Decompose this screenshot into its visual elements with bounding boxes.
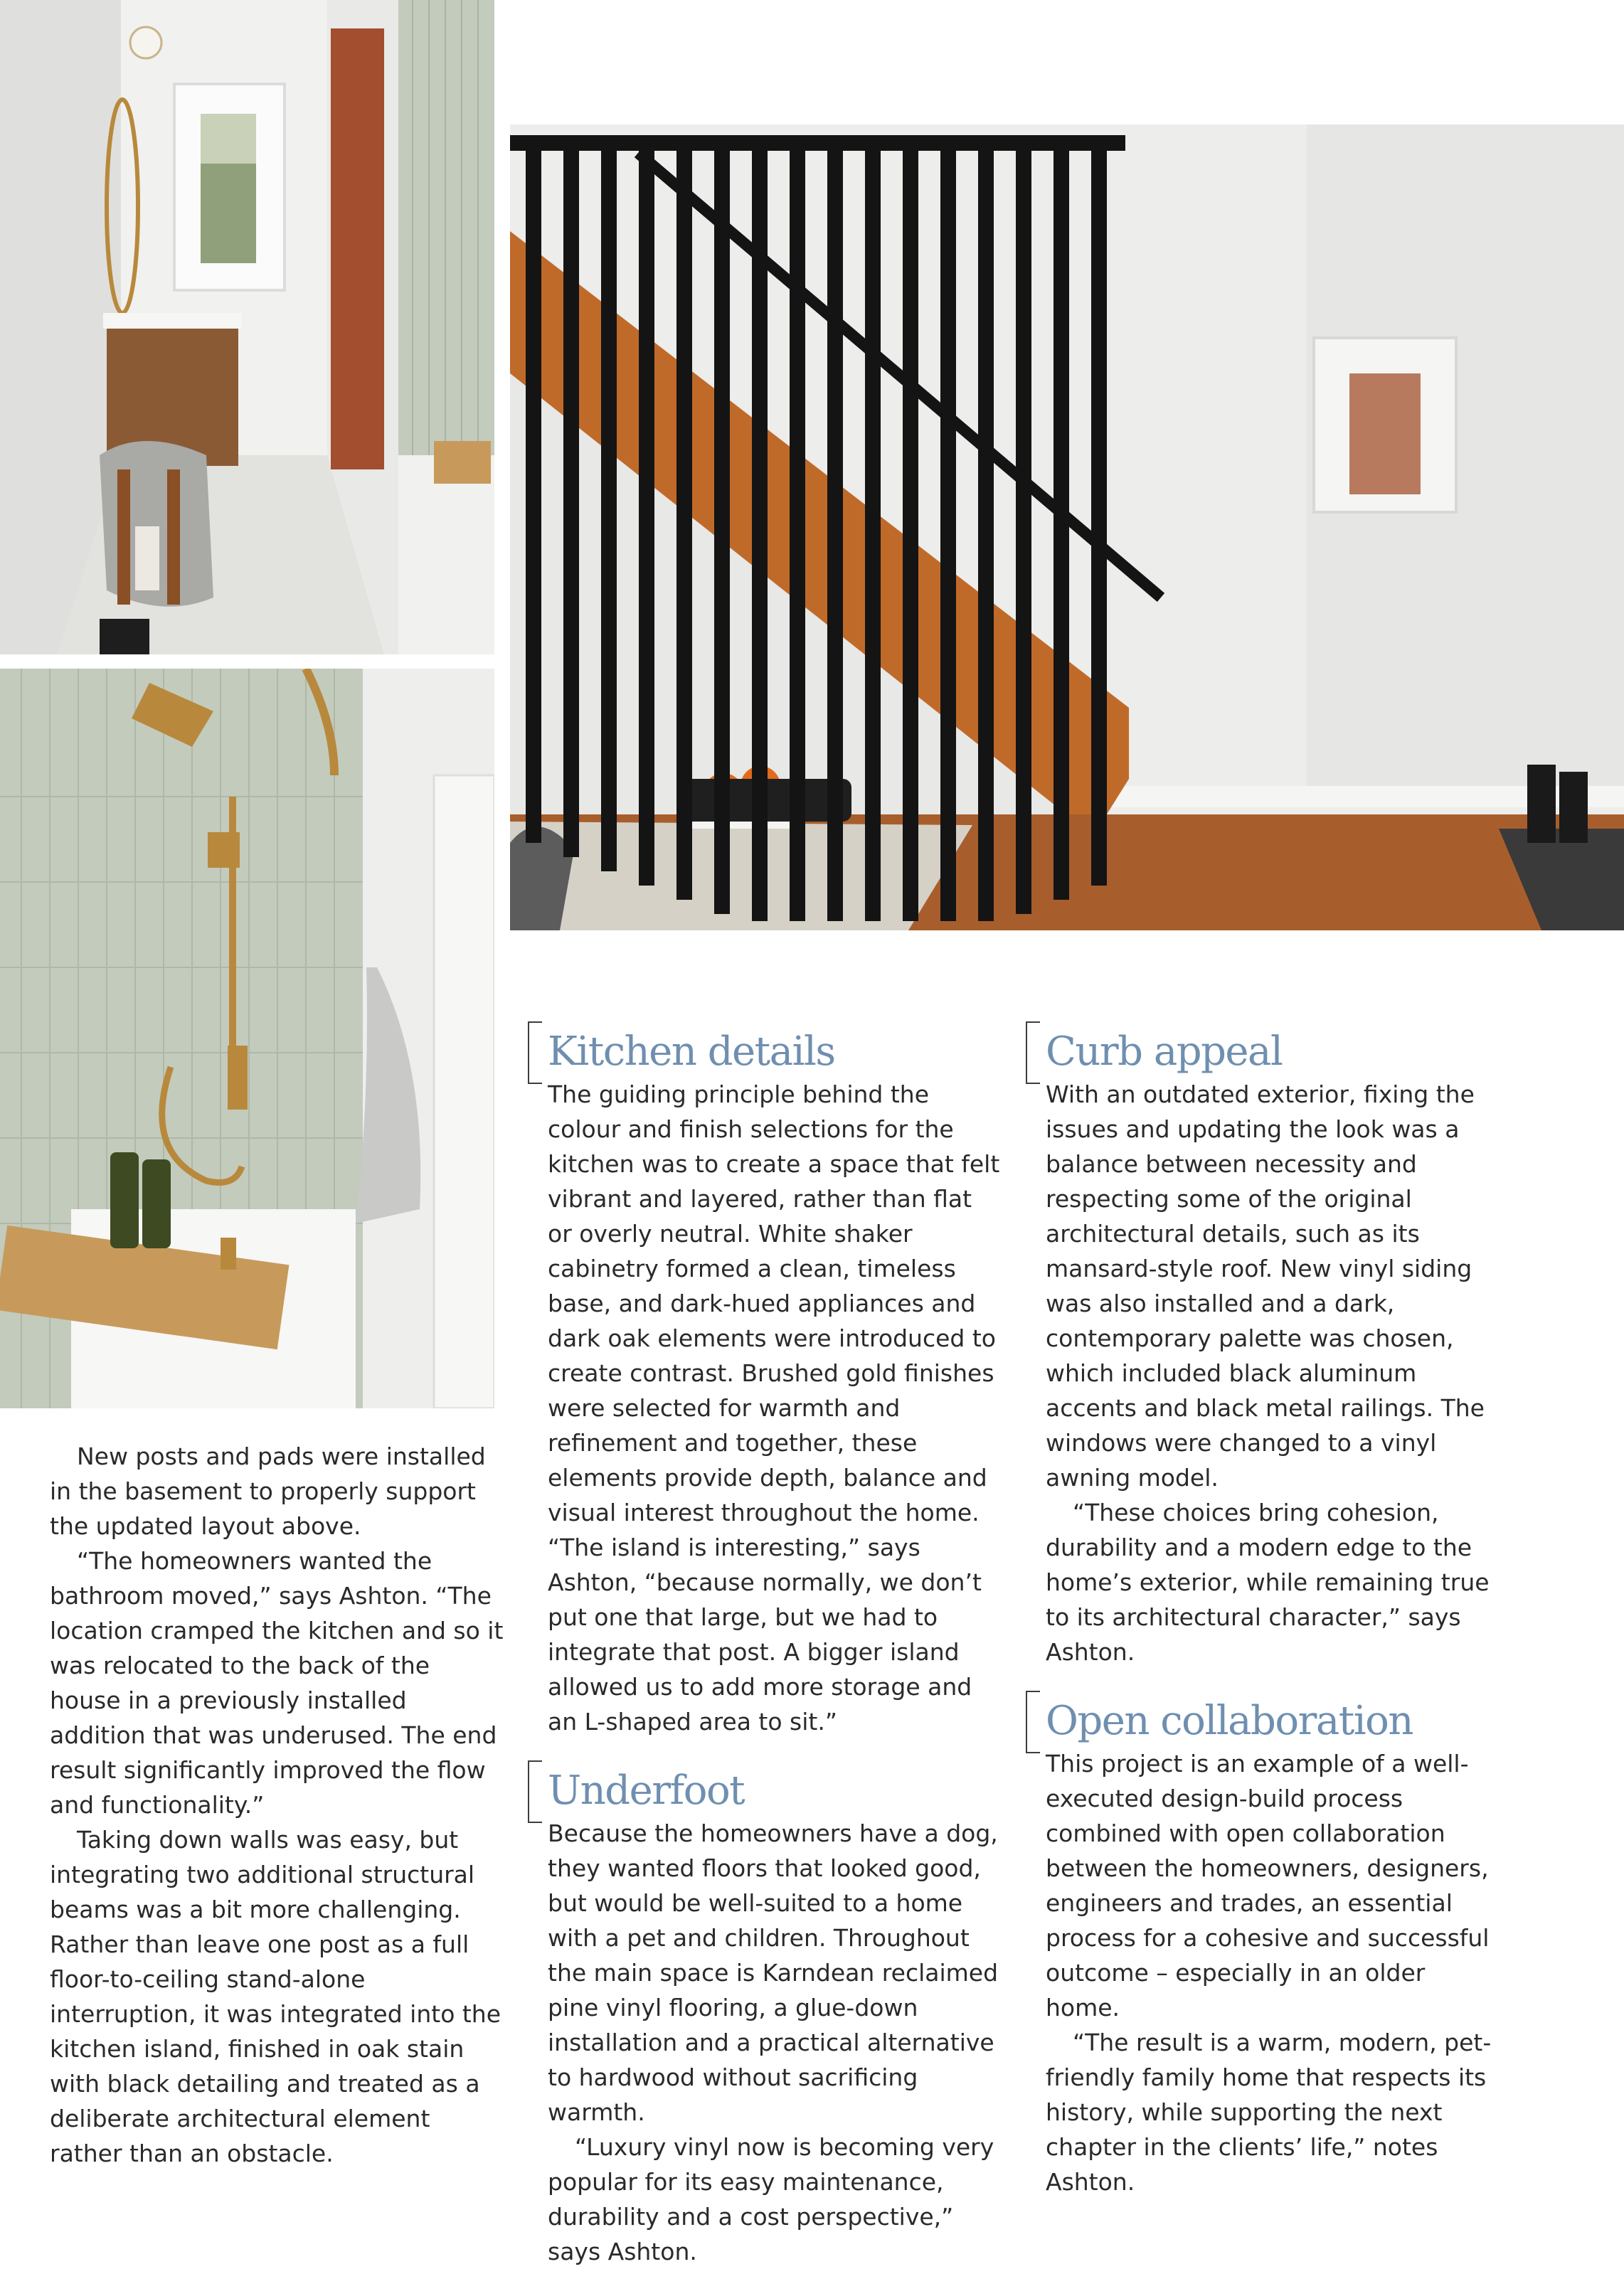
article-column-middle xyxy=(548,1029,1003,2269)
section-heading-text: Kitchen details xyxy=(548,1029,835,1075)
body-paragraph: Because the homeowners have a dog, they wanted floors that looked good, but would be well-suited to a home with a pet and children. Throughout the main space is Karndean reclaimed pine vinyl flooring, a glue-down installation and a practical alternative to hardwood without sacrificing warmth. xyxy=(548,1819,999,2126)
bracket-ornament xyxy=(1026,1691,1040,1753)
body-paragraph: “Luxury vinyl now is becoming very popular for its easy maintenance, durability and a cost perspective,” says Ashton. xyxy=(548,2133,994,2265)
body-paragraph: “The homeowners wanted the bathroom moved,” says Ashton. “The location cramped the kitchen and so it was relocated to the back of the house in a previously installed addition that was underused. The end result significantly improved the flow and functionality.” xyxy=(50,1547,504,1819)
bracket-ornament xyxy=(528,1760,542,1823)
section-heading-text: Curb appeal xyxy=(1046,1029,1283,1075)
section-heading-kitchen-details xyxy=(548,1029,1003,1075)
section-heading-curb-appeal xyxy=(1046,1029,1501,1075)
section-heading-underfoot xyxy=(548,1768,1003,1814)
section-heading-open-collaboration xyxy=(1046,1698,1501,1745)
body-paragraph: This project is an example of a well-executed design-build process combined with open collaboration between the homeowners, designers, engineers and trades, an essential process for a cohesive and successful outcome – especially in an older home. xyxy=(1046,1750,1490,2021)
body-paragraph: “These choices bring cohesion, durability and a modern edge to the home’s exterior, while remaining true to its architectural character,” says Ashton. xyxy=(1046,1499,1490,1666)
section-heading-text: Open collaboration xyxy=(1046,1698,1413,1744)
bracket-ornament xyxy=(1026,1021,1040,1084)
body-paragraph: “The result is a warm, modern, pet-friendly family home that respects its history, while supporting the next chapter in the clients’ life,” notes Ashton. xyxy=(1046,2029,1492,2196)
body-paragraph: The guiding principle behind the colour and finish selections for the kitchen was to create a space that felt vibrant and layered, rather than flat or overly neutral. White shaker cabinetry formed a clean, timeless base, and dark-hued appliances and dark oak elements were introduced to create contrast. Brushed gold finishes were selected for warmth and refinement and together, these elements provide depth, balance and visual interest throughout the home. “The island is interesting,” says Ashton, “because normally, we don’t put one that large, but we had to integrate that post. A bigger island allowed us to add more storage and an L-shaped area to sit.” xyxy=(548,1080,1000,1736)
photo-staircase xyxy=(510,124,1624,930)
photo-shower xyxy=(0,669,494,1408)
body-paragraph: Taking down walls was easy, but integrating two additional structural beams was a bit more challenging. Rather than leave one post as a full floor-to-ceiling stand-alone interruption, it was integrated into the kitchen island, finished in oak stain with black detailing and treated as a deliberate architectural element rather than an obstacle. xyxy=(50,1826,501,2167)
article-column-right xyxy=(1046,1029,1501,2199)
body-paragraph: With an outdated exterior, fixing the issues and updating the look was a balance between necessity and respecting some of the original architectural details, such as its mansard-style roof. New vinyl siding was also installed and a dark, contemporary palette was chosen, which included black aluminum accents and black metal railings. The windows were changed to a vinyl awning model. xyxy=(1046,1080,1485,1492)
section-heading-text: Underfoot xyxy=(548,1768,745,1814)
bracket-ornament xyxy=(528,1021,542,1084)
body-paragraph: New posts and pads were installed in the basement to properly support the updated layout above. xyxy=(50,1442,486,1540)
photo-bathroom-vanity xyxy=(0,0,494,654)
article-column-left xyxy=(50,1439,505,2171)
